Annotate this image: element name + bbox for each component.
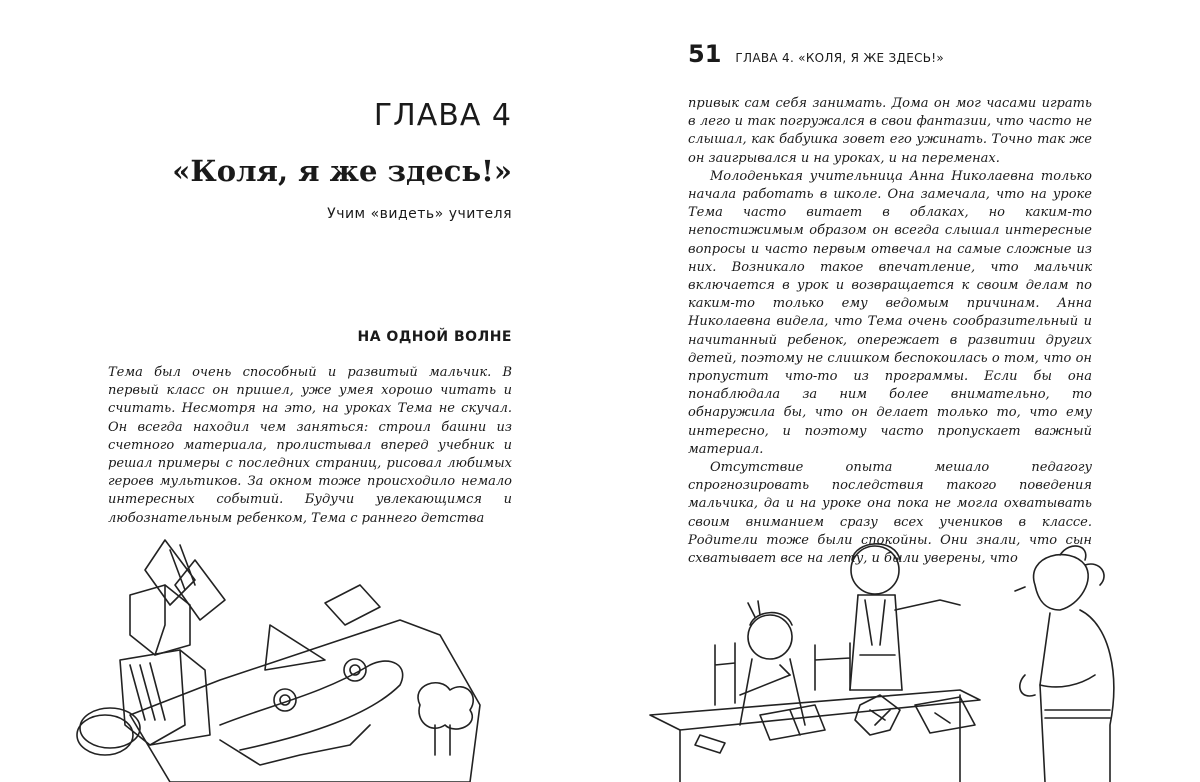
paragraph: Отсутствие опыта мешало педагогу спрогнозировать последствия такого поведения мальчика, да и на уроке она пока не могла охватывать своим вниманием сразу всех учеников в классе. Родители тоже были спокойны. Они знали, что сын схватывает все на лету, и были уверены, что: [688, 460, 1092, 567]
classroom-illustration: [640, 525, 1200, 782]
page-number: 51: [688, 40, 722, 68]
running-header: [688, 40, 944, 68]
section-heading: НА ОДНОЙ ВОЛНЕ: [357, 329, 512, 345]
oval-shape-icon: [70, 700, 150, 760]
right-body-text: [688, 95, 1092, 568]
running-header-text: ГЛАВА 4. «КОЛЯ, Я ЖЕ ЗДЕСЬ!»: [735, 51, 945, 65]
paragraph: привык сам себя занимать. Дома он мог часами играть в лего и так погружался в свои фантазии, что часто не слышал, как бабушка зовет его ужинать. Точно так же он заигрывался и на уроках, и на переменах.: [688, 96, 1092, 166]
chapter-title: «Коля, я же здесь!»: [172, 154, 512, 188]
right-page: [600, 0, 1200, 782]
left-body-text: [108, 364, 512, 528]
paragraph: Молоденькая учительница Анна Николаевна только начала работать в школе. Она замечала, что на уроке Тема часто витает в облаках, но каким-то непостижимым образом он всегда слышал интересные вопросы и часто первым отвечал на самые сложные из них. Возникало такое впечатление, что мальчик включается в урок и возвращается к своим делам по каким-то только ему ведомым причинам. Анна Николаевна видела, что Тема очень сообразительный и начитанный ребенок, опережает в развитии других детей, поэтому не слишком беспокоилась о том, что он пропустит что-то из программы. Если бы она понаблюдала за ним более внимательно, то обнаружила бы, что он делает только то, что ему интересно, и поэтому часто пропускает важный материал.: [688, 168, 1092, 457]
chapter-number: ГЛАВА 4: [373, 98, 512, 133]
paragraph: Тема был очень способный и развитый мальчик. В первый класс он пришел, уже умея хорошо читать и считать. Несмотря на это, на уроках Тема не скучал. Он всегда находил чем заняться: строил башни из счетного материала, пролистывал вперед учебник и решал примеры с последних страниц, рисовал любимых героев мультиков. За окном тоже происходило немало интересных событий. Будучи увлекающимся и любознательным ребенком, Тема с раннего детства: [108, 365, 512, 526]
chapter-subtitle: Учим «видеть» учителя: [327, 206, 512, 222]
